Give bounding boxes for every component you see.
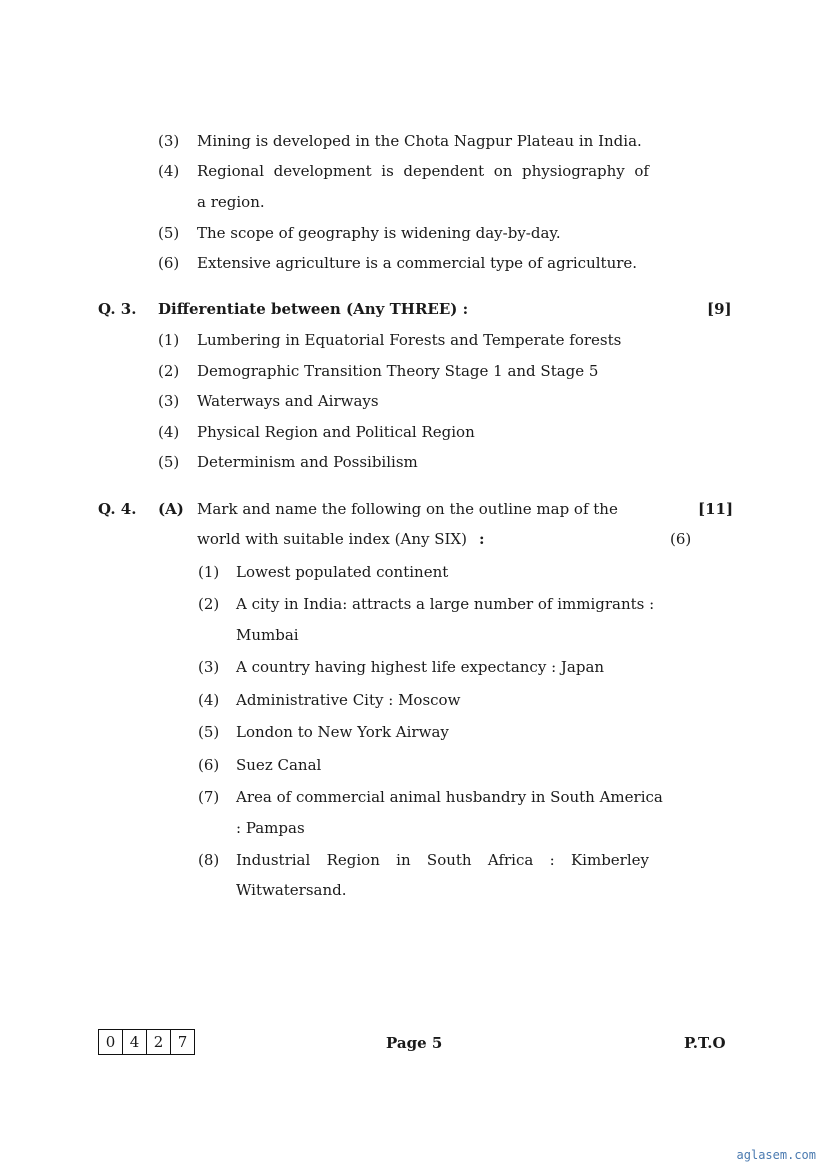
q4-instruction-colon: : (479, 530, 485, 548)
code-digit: 2 (147, 1030, 171, 1054)
q4-item-1-number: (1) (198, 563, 220, 581)
q4-item-2-number: (2) (198, 595, 220, 613)
q3-item-2-text: Demographic Transition Theory Stage 1 and Stage 5 (197, 362, 599, 380)
q4-item-7-text: Area of commercial animal husbandry in South America (236, 788, 663, 806)
q4-item-7-text-line2: : Pampas (236, 819, 305, 837)
q4-item-4-number: (4) (198, 691, 220, 709)
word: Industrial (236, 851, 311, 869)
q4-marks: [11] (698, 500, 734, 518)
q4-item-5-number: (5) (198, 723, 220, 741)
q3-marks: [9] (707, 300, 732, 318)
q4-item-6-number: (6) (198, 756, 220, 774)
code-digit: 4 (123, 1030, 147, 1054)
q2-item-4-text-line2: a region. (197, 193, 265, 211)
page-number: Page 5 (386, 1034, 443, 1052)
q4-item-8-text-line2: Witwatersand. (236, 881, 347, 899)
q2-item-3-text: Mining is developed in the Chota Nagpur Plateau in India. (197, 132, 642, 150)
q4-part-a: (A) (158, 500, 184, 518)
q3-item-3-number: (3) (158, 392, 180, 410)
word: Regional (197, 162, 265, 180)
q2-item-6-number: (6) (158, 254, 180, 272)
paper-code-box (98, 1029, 195, 1055)
code-digit: 7 (177, 1033, 188, 1051)
word: physiography (522, 162, 625, 180)
q4-item-8-number: (8) (198, 851, 220, 869)
q3-title: Differentiate between (Any THREE) : (158, 300, 469, 318)
q4-item-2-text-line2: Mumbai (236, 626, 299, 644)
q4-item-7-number: (7) (198, 788, 220, 806)
word: dependent (403, 162, 485, 180)
word: : (549, 851, 555, 869)
q4-item-8-text (236, 851, 649, 869)
q3-item-1-text: Lumbering in Equatorial Forests and Temperate forests (197, 331, 622, 349)
word: Kimberley (570, 851, 649, 869)
q4-item-3-text: A country having highest life expectancy : Japan (236, 658, 605, 676)
word: Region (326, 851, 380, 869)
q3-item-1-number: (1) (158, 331, 180, 349)
q3-item-2-number: (2) (158, 362, 180, 380)
q4-instruction-line1: Mark and name the following on the outline map of the (197, 500, 618, 518)
q2-item-6-text: Extensive agriculture is a commercial type of agriculture. (197, 254, 638, 272)
word: is (381, 162, 394, 180)
word: development (273, 162, 372, 180)
q4-item-2-text: A city in India: attracts a large number of immigrants : (236, 595, 655, 613)
word: Africa (487, 851, 534, 869)
word: South (426, 851, 472, 869)
word: in (396, 851, 411, 869)
word: on (493, 162, 513, 180)
pto-label: P.T.O (684, 1034, 726, 1052)
q2-item-4-text-line1 (197, 162, 649, 180)
q3-item-3-text: Waterways and Airways (197, 392, 379, 410)
watermark: aglasem.com (736, 1148, 816, 1162)
q2-item-3-number: (3) (158, 132, 180, 150)
q4-item-6-text: Suez Canal (236, 756, 322, 774)
q3-item-4-number: (4) (158, 423, 180, 441)
q4-item-5-text: London to New York Airway (236, 723, 449, 741)
q4-label: Q. 4. (98, 500, 137, 518)
q2-item-5-number: (5) (158, 224, 180, 242)
q2-item-5-text: The scope of geography is widening day-by-day. (197, 224, 561, 242)
q3-label: Q. 3. (98, 300, 137, 318)
code-digit: 0 (99, 1030, 123, 1054)
q4-item-3-number: (3) (198, 658, 220, 676)
q2-item-4-number: (4) (158, 162, 180, 180)
word: of (634, 162, 649, 180)
q4-item-1-text: Lowest populated continent (236, 563, 449, 581)
q4-instruction-line2: world with suitable index (Any SIX) (197, 530, 467, 548)
q4-sub-marks: (6) (670, 530, 692, 548)
q4-item-4-text: Administrative City : Moscow (236, 691, 461, 709)
q3-item-5-number: (5) (158, 453, 180, 471)
q3-item-5-text: Determinism and Possibilism (197, 453, 418, 471)
q3-item-4-text: Physical Region and Political Region (197, 423, 475, 441)
